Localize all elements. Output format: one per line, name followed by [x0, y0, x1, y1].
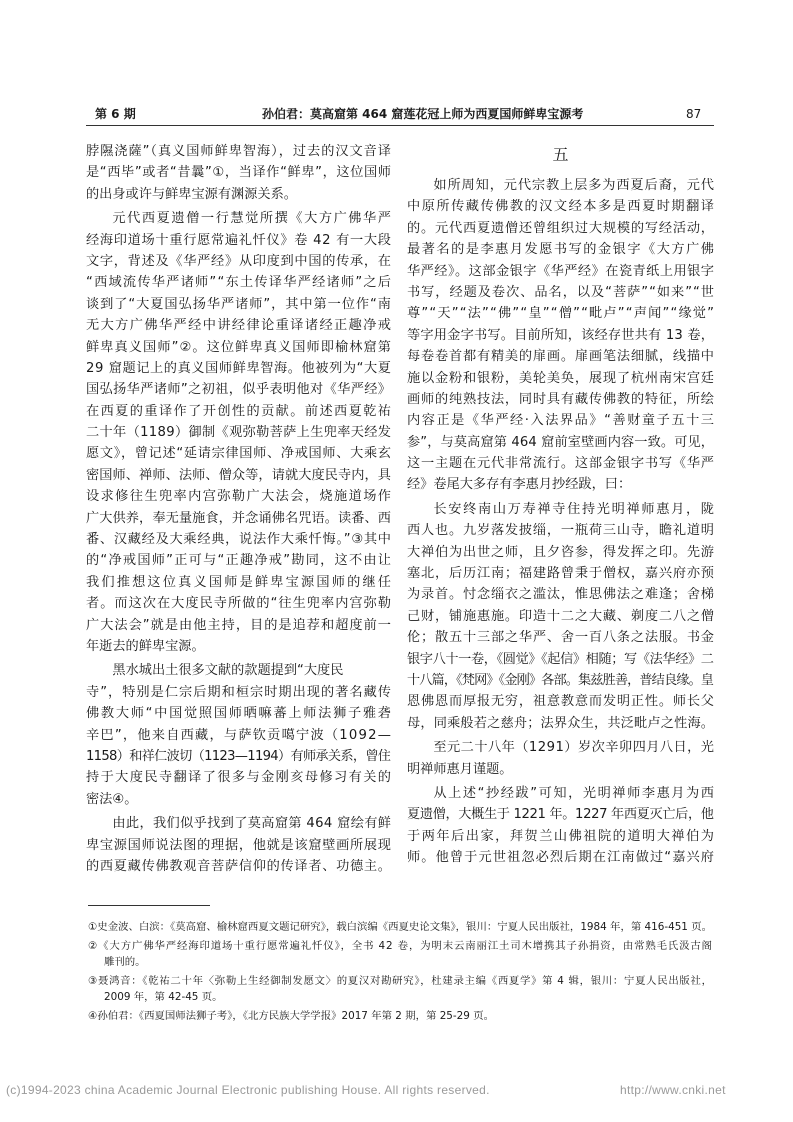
left-column: [86, 141, 394, 877]
text-line: 经海印道场十重行愿常遍礼忏仪》卷 42 有一大段: [86, 232, 392, 248]
paragraph: [86, 141, 391, 205]
text-line: 从上述“抄经跋”可知，光明禅师李惠月为西: [433, 785, 716, 801]
text-line: 中原所传藏传佛教的汉文经本多是西夏时期翻译: [407, 199, 716, 215]
text-line: 广大法会”就是由他主持，目的是追荐和超度前一: [86, 617, 392, 633]
footnote-line: ④孙伯君：《西夏国师法狮子考》，《北方民族大学学报》2017 年第 2 期，第 25-29 页。: [88, 1009, 494, 1022]
text-line: 每卷卷首都有精美的扉画。扉画笔法细腻，线描中: [407, 349, 715, 365]
text-line: 长安终南山万寿禅寺住持光明禅师惠月，陇: [433, 501, 716, 517]
text-line: 脖隰浇薩”（真义国师鲜卑智海），过去的汉文音译: [86, 144, 392, 159]
text-line: 番、汉藏经及大乘经典，说法作大乘忏悔。”③其中: [86, 532, 392, 548]
text-line: 华严经》。这部金银字《华严经》在瓷青纸上用银字: [407, 263, 715, 279]
text-line: 这一主题在元代非常流行。这部金银字书写《华严: [407, 456, 715, 472]
text-line: 无大方广佛华严经中讲经律论重译诸经正趣净戒: [86, 318, 393, 334]
section-heading: 五: [552, 145, 569, 164]
text-line: 我们推想这位真义国师是鲜卑宝源国师的继任: [86, 574, 394, 590]
text-line: 是“西毕”或者“昔曩”①，当译作“鲜卑”，这位国师: [86, 165, 392, 181]
paragraph: [86, 208, 394, 657]
text-line: 塞北，后历江南；福建路曾秉于僧权，嘉兴府亦预: [407, 566, 715, 582]
text-line: 愿文》，曾记述“延请宗律国师、净戒国师、大乘玄: [86, 446, 392, 462]
text-line: 伦；散五十三部之华严、舍一百八条之法服。书金: [407, 630, 715, 646]
text-line: 佛教大师“中国觉照国师晒嘛蕃上师法狮子雅砻: [86, 706, 393, 722]
footnotes: [88, 919, 712, 1024]
text-line: 的。元代西夏遗僧还曾组织过大规模的写经活动，: [407, 220, 715, 236]
footnote-line: 2009 年，第 42-45 页。: [104, 991, 223, 1003]
paragraph: [86, 660, 391, 810]
text-line: 西人也。九岁落发披缁，一瓶荷三山寺，瞻礼道明: [407, 523, 715, 539]
text-line: 画师的纯熟技法，同时具有藏传佛教的特征，所绘: [407, 391, 715, 407]
text-line: 师。他曾于元世祖忽必烈后期在江南做过“嘉兴府: [407, 850, 716, 866]
text-line: 己财，铺施惠施。印造十二之大藏、剃度二八之僧: [407, 608, 715, 624]
text-line: 国弘扬华严诸师”之初祖，似乎表明他对《华严经》: [86, 382, 392, 398]
text-line: 参”，与莫高窟第 464 窟前室壁画内容一致。可见，: [407, 434, 715, 450]
footnote: [88, 973, 712, 1006]
running-title: 孙伯君：莫高窟第 464 窟莲花冠上师为西夏国师鲜卑宝源考: [262, 107, 584, 121]
text-line: 设求修往生兜率内宫弥勒广大法会，烧施道场作: [86, 489, 393, 505]
paragraph: [407, 499, 714, 734]
text-line: 广大供养，奉无量施食，并念诵佛名咒语。读番、西: [86, 510, 392, 526]
text-line: 谈到了“大夏国弘扬华严诸师”，其中第一位作“南: [86, 296, 392, 312]
text-line: 如所周知，元代宗教上层多为西夏后裔，元代: [433, 178, 715, 193]
text-line: 的西夏藏传佛教观音菩萨信仰的传译者、功德主。: [86, 858, 392, 874]
paragraph: [407, 175, 714, 496]
text-line: 明禅师惠月谨题。: [407, 761, 513, 777]
text-line: 银字八十一卷，《圆觉》《起信》相随；写《法华经》二: [407, 651, 714, 667]
text-line: 持于大度民寺翻译了很多与金刚亥母修习有关的: [86, 770, 393, 786]
text-line: 卑宝源国师说法图的理据，他就是该窟壁画所展现: [86, 837, 392, 853]
text-line: “西域流传华严诸师”“东土传译华严经诸师”之后: [86, 275, 393, 291]
footnote-line: 雕刊的。: [104, 956, 146, 968]
text-line: 辛巴”，他来自西藏，与萨钦贡噶宁波（1092—: [86, 727, 393, 743]
text-line: 者。而这次在大度民寺所做的“往生兜率内宫弥勒: [86, 596, 392, 612]
text-line: 文字，背述及《华严经》从印度到中国的传承，在: [86, 253, 392, 269]
right-column: [407, 141, 714, 869]
text-line: 内容正是《华严经·入法界品》“善财童子五十三: [407, 413, 716, 429]
text-line: 书写，经题及卷次、品名，以及“菩萨”“如来”“世: [407, 284, 715, 300]
text-line: 夏遗僧，大概生于 1221 年。1227 年西夏灭亡后，他: [407, 807, 714, 823]
text-line: 年逝去的鲜卑宝源。: [86, 638, 205, 654]
text-line: 元代西夏遗僧一行慧觉所撰《大方广佛华严: [112, 211, 393, 227]
text-line: 至元二十八年（1291）岁次辛卯四月八日，光: [433, 740, 715, 756]
text-line: 黑水城出土很多文献的款题提到“大度民: [112, 663, 344, 679]
footnote: [88, 1008, 712, 1025]
text-line: 由此，我们似乎找到了莫高窟第 464 窟绘有鲜: [112, 816, 392, 832]
footnote-line: ②《大方广佛华严经海印道场十重行愿常遍礼忏仪》，全书 42 卷，为明末云南丽江土司木增携其子孙捐资，由常熟毛氏汲古阁: [88, 939, 713, 952]
copyright-notice: (c)1994-2023 china Academic Journal Electronic publishing House. All rights reserved.: [6, 1083, 490, 1097]
text-line: 经》卷尾大多存有李惠月抄经跋，曰：: [407, 477, 632, 493]
text-line: 密法④。: [86, 791, 138, 807]
text-line: 的“净戒国师”正可与“正趣净戒”勘同，这不由让: [86, 553, 393, 569]
text-line: 大禅伯为出世之师，且夕咨参，得发挥之印。先游: [407, 544, 715, 560]
copyright-footer: [0, 1082, 793, 1098]
text-line: 母，同乘般若之慈舟；法界众生，共泛毗卢之性海。: [407, 715, 715, 731]
header-rule: [86, 125, 714, 126]
text-line: 29 窟题记上的真义国师鲜卑智海。他被列为“大夏: [86, 360, 392, 376]
text-line: 等字用金字书写。目前所知，该经存世共有 13 卷，: [407, 327, 715, 343]
footer-url: http://www.cnki.net: [620, 1083, 726, 1097]
paragraph: [86, 813, 391, 877]
text-line: 的出身或许与鲜卑宝源有渊源关系。: [86, 186, 297, 202]
text-line: 1158）和祥仁波切（1123—1194）有师承关系，曾住: [86, 748, 391, 764]
text-line: 鲜卑真义国师”②。这位鲜卑真义国师即榆林窟第: [86, 339, 393, 355]
text-line: 在西夏的重译作了开创性的贡献。前述西夏乾祐: [86, 403, 393, 419]
footnote-line: ①史金波、白滨：《莫高窟、榆林窟西夏文题记研究》，载白滨编《西夏史论文集》，银川：宁夏人民出版社，1984 年，第 416-451 页。: [88, 921, 712, 933]
text-line: 施以金粉和银粉，美轮美奂，展现了杭州南宋宫廷: [407, 370, 715, 386]
page-header: [0, 106, 793, 122]
text-line: 尊”“天”“法”“佛”“皇”“僧”“毗卢”“声闻”“缘觉”: [407, 306, 716, 322]
text-line: 密国师、禅师、法师、僧众等，请就大度民寺内，具: [86, 467, 392, 483]
footnote-rule: [88, 905, 210, 906]
text-line: 最著名的是李惠月发愿书写的金银字《大方广佛: [407, 242, 716, 258]
issue-label: 第 6 期: [95, 107, 136, 121]
page-number: 87: [686, 107, 702, 121]
text-line: 寺”，特别是仁宗后期和桓宗时期出现的著名藏传: [86, 684, 392, 700]
text-line: 为录首。忖念缁衣之滥汰，惟思佛法之难逢；舍梯: [407, 587, 715, 603]
footnote-line: ③聂鸿音：《乾祐二十年〈弥勒上生经御制发愿文〉的夏汉对勘研究》，杜建录主编《西夏学》第 4 辑，银川：宁夏人民出版社，: [88, 974, 713, 987]
text-line: 十八篇，《梵网》《金刚》各部。集兹胜善，普结良缘。皇: [407, 672, 714, 688]
footnote: [88, 938, 712, 971]
text-line: 于两年后出家，拜贺兰山佛祖院的道明大禅伯为: [407, 828, 716, 844]
paragraph: [407, 737, 714, 780]
text-line: 恩佛恩而厚报无穷，祖意教意而发明正性。师长父: [407, 694, 715, 710]
footnote: [88, 919, 712, 936]
paragraph: [407, 783, 714, 869]
text-line: 二十年（1189）御制《观弥勒菩萨上生兜率天经发: [86, 425, 392, 441]
